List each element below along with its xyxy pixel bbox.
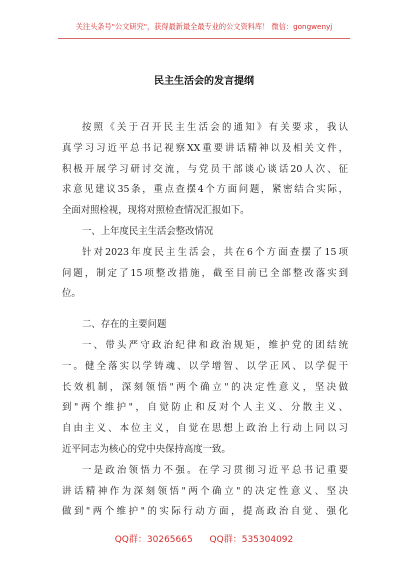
header-divider [58, 38, 350, 39]
header-banner: 关注头条号"公文研究"，获得最新最全最专业的公文资料库！ 微信：gongwenyj [75, 22, 333, 31]
paragraph-line: 全面对照检视，现将对照检查情况汇报如下。 [62, 205, 250, 217]
paragraph-line: 近平同志为核心的党中央保持高度一致。 [62, 443, 231, 455]
paragraph-line: 讲话精神作为深刻领悟"两个确立"的决定性意义、坚决 [62, 485, 348, 497]
paragraph-line: 针对2023年度民主生活会，共在6个方面查摆了15项 [82, 246, 348, 258]
paragraph-line: 积极开展学习研讨交流，与党员干部谈心谈话20人次、征 [62, 163, 348, 175]
document-title: 民主生活会的发言提纲 [154, 76, 254, 87]
paragraph-line: 一是政治领悟力不强。在学习贯彻习近平总书记重要 [82, 464, 348, 476]
paragraph-line: 问题，制定了15项整改措施，截至目前已全部整改落实到 [62, 267, 348, 279]
document-body [62, 118, 348, 523]
paragraph-line: 到"两个维护"，自觉防止和反对个人主义、分散主义、 [62, 402, 348, 414]
paragraph-line: 位。 [62, 288, 81, 300]
paragraph-line: 真学习习近平总书记视察XX重要讲话精神以及相关文件， [62, 142, 348, 154]
footer-contacts: QQ群：30265665 QQ群：535304092 [114, 535, 294, 545]
section-heading: 一、上年度民主生活会整改情况 [82, 225, 214, 237]
section-heading: 二、存在的主要问题 [82, 319, 167, 331]
paragraph-line: 一、带头严守政治纪律和政治规矩，维护党的团结统 [82, 339, 348, 351]
paragraph-line: 求意见建议35条，重点查摆4个方面问题，紧密结合实际， [62, 184, 348, 196]
paragraph-line: 长效机制，深刻领悟"两个确立"的决定性意义，坚决做 [62, 381, 348, 393]
paragraph-line: 按照《关于召开民主生活会的通知》有关要求，我认 [82, 122, 348, 133]
paragraph-line: 一。健全落实以学铸魂、以学增智、以学正风、以学促干 [62, 360, 348, 372]
paragraph-line: 自由主义、本位主义，自觉在思想上政治上行动上同以习 [62, 423, 348, 435]
paragraph-line: 做到"两个维护"的实际行动方面，提高政治自觉、强化 [62, 506, 348, 518]
